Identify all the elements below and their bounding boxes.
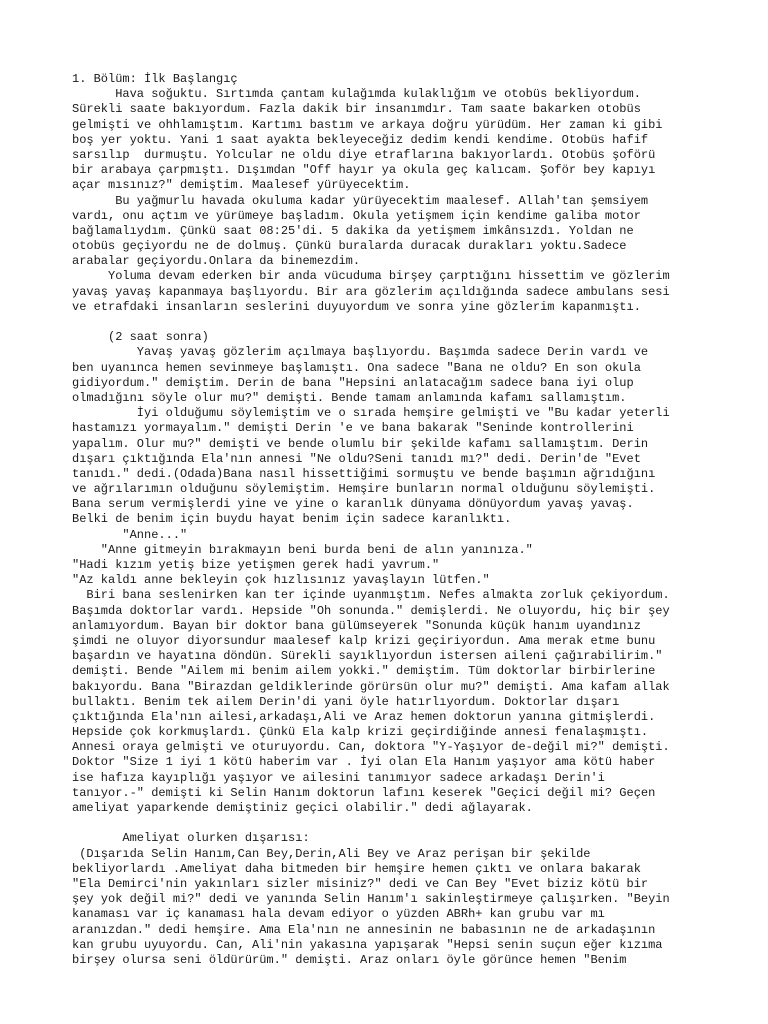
text-line: Biri bana seslenirken kan ter içinde uyanmıştım. Nefes almakta zorluk çekiyordum. [72, 588, 670, 603]
text-line: Ameliyat olurken dışarısı: [72, 831, 310, 846]
text-line: (Dışarıda Selin Hanım,Can Bey,Derin,Ali Bey ve Araz perişan bir şekilde [72, 846, 591, 861]
text-line: Yavaş yavaş gözlerim açılmaya başlıyordu. Başımda sadece Derin vardı ve [72, 345, 649, 360]
text-line: "Anne..." [72, 527, 188, 542]
text-line: hastamızı yormayalım." demişti Derin 'e ve bana bakarak "Seninde kontrollerini [72, 421, 634, 436]
text-line: Annesi oraya gelmişti ve oturuyordu. Can, doktora "Y-Yaşıyor de-değil mi?" demişti. [72, 740, 670, 755]
text-line: ben uyanınca hemen sevinmeye başlamıştı. Ona sadece "Bana ne oldu? En son okula [72, 360, 641, 375]
blank-line [72, 315, 712, 330]
text-line: (2 saat sonra) [72, 330, 209, 345]
text-line: Başımda doktorlar vardı. Hepside "Oh sonunda." demişlerdi. Ne oluyordu, hiç bir şey [72, 603, 670, 618]
text-line: Hava soğuktu. Sırtımda çantam kulağımda kulaklığım ve otobüs bekliyordum. [72, 87, 641, 102]
text-line: Bu yağmurlu havada okuluma kadar yürüyecektim maalesef. Allah'tan şemsiyem [72, 193, 649, 208]
text-line: "Anne gitmeyin bırakmayın beni burda beni de alın yanınıza." [72, 542, 533, 557]
text-line: arabalar geçiyordu.Onlara da binemezdim. [72, 254, 361, 269]
text-line: Hepside çok korkmuşlardı. Çünkü Ela kalp krizi geçirdiğinde annesi fenalaşmıştı. [72, 725, 649, 740]
text-line: bekliyorlardı .Ameliyat daha bitmeden bir hemşire hemen çıktı ve onlara bakarak [72, 861, 641, 876]
text-line: bakıyordu. Bana "Birazdan geldiklerinde görürsün olur mu?" demişti. Ama kafam allak [72, 679, 670, 694]
text-line: aranızdan." dedi hemşire. Ama Ela'nın ne annesinin ne babasının ne de arkadaşının [72, 922, 656, 937]
text-line: yavaş yavaş kapanmaya başlıyordu. Bir ara gözlerim açıldığında sadece ambulans sesi [72, 284, 670, 299]
text-line: kanaması var iç kanaması hala devam ediyor o yüzden ABRh+ kan grubu var mı [72, 907, 605, 922]
text-line: İyi olduğumu söylemiştim ve o sırada hemşire gelmişti ve "Bu kadar yeterli [72, 406, 670, 421]
text-line: gelmişti ve ohhlamıştım. Kartımı bastım ve arkaya doğru yürüdüm. Her zaman ki gibi [72, 117, 663, 132]
text-line: "Ela Demirci'nin yakınları sizler misiniz?" dedi ve Can Bey "Evet biziz kötü bir [72, 876, 649, 891]
text-line: birşey olursa seni öldürürüm." demişti. Araz onları öyle görünce hemen "Benim [72, 952, 627, 967]
text-line: şey yok değil mi?" dedi ve yanında Selin Hanım'ı sakinleştirmeye çalışırken. "Beyin [72, 892, 670, 907]
text-line: gidiyordum." demiştim. Derin de bana "Hepsini anlatacağım sadece bana iyi olup [72, 375, 634, 390]
blank-line [72, 816, 712, 831]
text-line: Bana serum vermişlerdi yine ve yine o karanlık dünyama dönüyordum yavaş yavaş. [72, 497, 634, 512]
text-line: olmadığını söyle olur mu?" demişti. Bende tamam anlamında kafamı sallamıştım. [72, 390, 627, 405]
text-line: otobüs geçiyordu ne de dolmuş. Çünkü buralarda duracak durakları yoktu.Sadece [72, 239, 627, 254]
text-line: yapalım. Olur mu?" demişti ve bende olumlu bir şekilde kafamı sallamıştım. Derin [72, 436, 649, 451]
text-line: "Hadi kızım yetiş bize yetişmen gerek hadi yavrum." [72, 558, 440, 572]
text-line: sarsılıp durmuştu. Yolcular ne oldu diye etraflarına bakıyorlardı. Otobüs şoförü [72, 147, 656, 162]
text-line: Belki de benim için buydu hayat benim için sadece karanlıktı. [72, 512, 512, 527]
text-line: ise hafıza kayıplığı yaşıyor ve ailesini tanımıyor sadece arkadaşı Derin'i [72, 770, 605, 785]
text-line: başardın ve hayatına döndün. Sürekli sayıklıyordun istersen aileni çağırabilirim." [72, 649, 663, 664]
text-line: şimdi ne oluyor diyorsundur maalesef kalp krizi geçiriyordun. Ama merak etme bunu [72, 633, 656, 648]
text-line: ve ağrılarımın olduğunu söylemiştim. Hemşire bunların normal olduğunu söylemişti. [72, 482, 656, 497]
text-line: açar mısınız?" demiştim. Maalesef yürüyecektim. [72, 178, 411, 193]
text-line: tanıdı." dedi.(Odada)Bana nasıl hissettiğimi sormuştu ve bende başımın ağrıdığını [72, 466, 656, 481]
text-line: bağlamalıydım. Çünkü saat 08:25'di. 5 dakika da yetişmem imkânsızdı. Yoldan ne [72, 223, 634, 238]
text-line: vardı, onu açtım ve yürümeye başladım. Okula yetişmem için kendime galiba motor [72, 208, 641, 223]
text-line: Yoluma devam ederken bir anda vücuduma birşey çarptığını hissettim ve gözlerim [72, 269, 670, 284]
text-line: boş yer yoktu. Yani 1 saat ayakta bekleyeceğiz dedim kendi kendime. Otobüs hafif [72, 132, 649, 147]
document-body [72, 72, 712, 968]
text-line: çıktığında Ela'nın ailesi,arkadaşı,Ali ve Araz hemen doktorun yanına gitmişlerdi. [72, 709, 656, 724]
text-line: demişti. Bende "Ailem mi benim ailem yokki." demiştim. Tüm doktorlar birbirlerine [72, 664, 656, 679]
text-line: Sürekli saate bakıyordum. Fazla dakik bir insanımdır. Tam saate bakarken otobüs [72, 102, 641, 117]
text-line: ve etrafdaki insanların seslerini duyuyordum ve sonra yine gözlerim kapanmıştı. [72, 299, 641, 314]
text-line: anlamıyordum. Bayan bir doktor bana gülümseyerek "Sonunda küçük hanım uyandınız [72, 618, 641, 633]
text-line: kan grubu uyuyordu. Can, Ali'nin yakasına yapışarak "Hepsi senin suçun eğer kızıma [72, 937, 663, 952]
text-line: dışarı çıktığında Ela'nın annesi "Ne oldu?Seni tanıdı mı?" dedi. Derin'de "Evet [72, 451, 641, 466]
text-line: bullaktı. Benim tek ailem Derin'di yani öyle hatırlıyordum. Doktorlar dışarı [72, 694, 620, 709]
text-line: ameliyat yaparkende demiştiniz geçici olabilir." dedi ağlayarak. [72, 801, 533, 815]
text-line: tanıyor.-" demişti ki Selin Hanım doktorun lafını keserek "Geçici değil mi? Geçen [72, 785, 656, 800]
text-line: bir arabaya çarpmıştı. Dışımdan "Off hayır ya okula geç kalıcam. Şoför bey kapıyı [72, 163, 656, 178]
text-line: "Az kaldı anne bekleyin çok hızlısınız yavaşlayın lütfen." [72, 573, 490, 588]
text-line: Doktor "Size 1 iyi 1 kötü haberim var . İyi olan Ela Hanım yaşıyor ama kötü haber [72, 755, 656, 770]
text-line: 1. Bölüm: İlk Başlangıç [72, 72, 238, 86]
